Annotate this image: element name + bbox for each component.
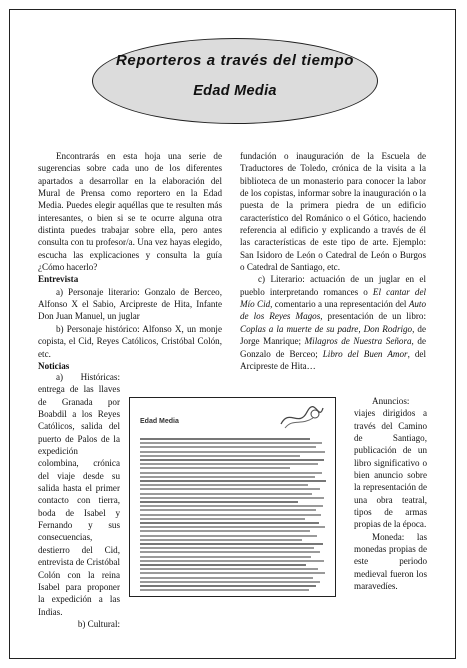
- thumbnail-text-line: [140, 451, 325, 453]
- entrevista-heading: Entrevista: [38, 274, 79, 285]
- work-title: El cantar del Mío Cid: [240, 286, 427, 310]
- right-column-narrow: [354, 395, 427, 593]
- page-title: Reporteros a través del tiempo: [115, 52, 355, 69]
- work-title: Libro del Buen Amor: [322, 348, 408, 359]
- work-title: Milagros de Nuestra Señora: [304, 336, 412, 347]
- thumbnail-text-line: [140, 459, 324, 461]
- thumbnail-text-line: [140, 522, 319, 524]
- thumbnail-text-line: [140, 543, 323, 545]
- thumbnail-text-line: [140, 564, 306, 566]
- literario-text: , de Gonzalo de Berceo;: [240, 336, 426, 359]
- thumbnail-text-line: [140, 560, 324, 562]
- thumbnail-text-line: [140, 514, 321, 516]
- left-column-narrow: [38, 371, 120, 630]
- thumbnail-text-line: [140, 455, 300, 457]
- thumbnail-text-line: [140, 472, 322, 474]
- thumbnail-title: Edad Media: [140, 418, 179, 425]
- thumbnail-text-line: [140, 467, 290, 469]
- thumbnail-text-line: [140, 488, 320, 490]
- anuncios-paragraph: Anuncios: viajes dirigidos a través del Camino de Santiago, publicación de un libro significativo o bien anuncio sobre la representación de una obra teatral, tipos de armas propias de la época.: [354, 396, 427, 530]
- entrevista-item-b: b) Personaje histórico: Alfonso X, un monje copista, el Cid, Reyes Católicos, Cristóbal Colón, etc.: [38, 323, 222, 359]
- thumbnail-text-line: [140, 476, 315, 478]
- illustration-sketch-icon: [279, 404, 325, 430]
- thumbnail-text-line: [140, 556, 311, 558]
- thumbnail-text-line: [140, 526, 325, 528]
- thumbnail-text-line: [140, 585, 316, 587]
- thumbnail-text-line: [140, 577, 313, 579]
- page-subtitle: Edad Media: [193, 83, 277, 99]
- worksheet-thumbnail-image: [129, 397, 336, 597]
- thumbnail-text-line: [140, 518, 305, 520]
- entrevista-item-a: a) Personaje literario: Gonzalo de Berceo, Alfonso X el Sabio, Arcipreste de Hita, Infante Don Juan Manuel, un juglar: [38, 286, 222, 322]
- thumbnail-text-line: [140, 530, 310, 532]
- thumbnail-text-line: [140, 438, 310, 440]
- literario-text: , presentación de un libro:: [320, 311, 426, 322]
- thumbnail-text-line: [140, 484, 308, 486]
- literario-text: c) Literario: actuación de un juglar en el pueblo interpretando romances o: [240, 274, 426, 297]
- literario-text: , comentario a una representación del: [270, 299, 409, 310]
- thumbnail-text-line: [140, 535, 317, 537]
- literario-text: , de Jorge Manrique;: [240, 323, 426, 347]
- intro-paragraph: Encontrarás en esta hoja una serie de sugerencias sobre cada uno de los diferentes apartados a desarrollar en la elaboración del Mural de Prensa como reportero en la Edad Media. Puedes elegir aquéllas que te resulten más interesantes, o bien si se te ocurre alguna otra distinta puedes trabajar sobre ella, pero antes consulta con tu profesor/a. Una vez hayas elegido, escucha las explicaciones y consulta la guía ¿Cómo hacerlo?: [38, 151, 222, 273]
- literario-text: , del Arcipreste de Hita…: [240, 348, 426, 371]
- literario-paragraph: [240, 273, 426, 372]
- moneda-paragraph: Moneda: las monedas propias de este periodo medieval fueron los maravedíes.: [354, 531, 427, 592]
- thumbnail-text-line: [140, 463, 318, 465]
- noticias-item-b: b) Cultural:: [77, 618, 120, 629]
- thumbnail-text-line: [140, 501, 298, 503]
- noticias-heading: Noticias: [38, 360, 70, 371]
- thumbnail-text-line: [140, 505, 323, 507]
- thumbnail-text-line: [140, 581, 320, 583]
- thumbnail-text-line: [140, 539, 302, 541]
- thumbnail-text-line: [140, 547, 314, 549]
- worksheet-page: [9, 9, 456, 659]
- title-banner: [92, 38, 378, 124]
- thumbnail-text-line: [140, 568, 318, 570]
- thumbnail-text-line: [140, 497, 324, 499]
- thumbnail-text-line: [140, 446, 316, 448]
- thumbnail-text-line: [140, 551, 320, 553]
- right-column: [240, 150, 426, 372]
- thumbnail-text-line: [140, 589, 309, 591]
- work-title: Auto de los Reyes Magos: [240, 299, 426, 322]
- thumbnail-text-line: [140, 442, 322, 444]
- thumbnail-text-line: [140, 480, 326, 482]
- left-column: [38, 150, 222, 372]
- cultural-continuation: fundación o inauguración de la Escuela de Traductores de Toledo, crónica de la visita a la biblioteca de un monasterio para conocer la labor de los copistas, informar sobre la inauguración o la puesta de la primera piedra de un edificio característico del Románico o el Gótico, haciendo referencia al edificio y explicando a través de él las características de este tipo de arte. Ejemplo: San Isidoro de León o Catedral de León o Burgos o Catedral de Santiago, etc.: [240, 151, 426, 273]
- thumbnail-text-line: [140, 493, 312, 495]
- noticias-item-a: a) Históricas: entrega de las llaves de Granada por Boabdil a los Reyes Católicos, salida del puerto de Palos de la expedición colombina, crónica del viaje desde su salida hasta el primer contacto con tierra, boda de Isabel y Fernando y sus consecuencias, destierro del Cid, entrevista de Cristóbal Colón con la reina Isabel para proponer la expedición a las Indias.: [38, 372, 120, 617]
- thumbnail-text-line: [140, 509, 316, 511]
- work-title: Coplas a la muerte de su padre, Don Rodrigo: [240, 323, 413, 334]
- thumbnail-text-line: [140, 572, 325, 574]
